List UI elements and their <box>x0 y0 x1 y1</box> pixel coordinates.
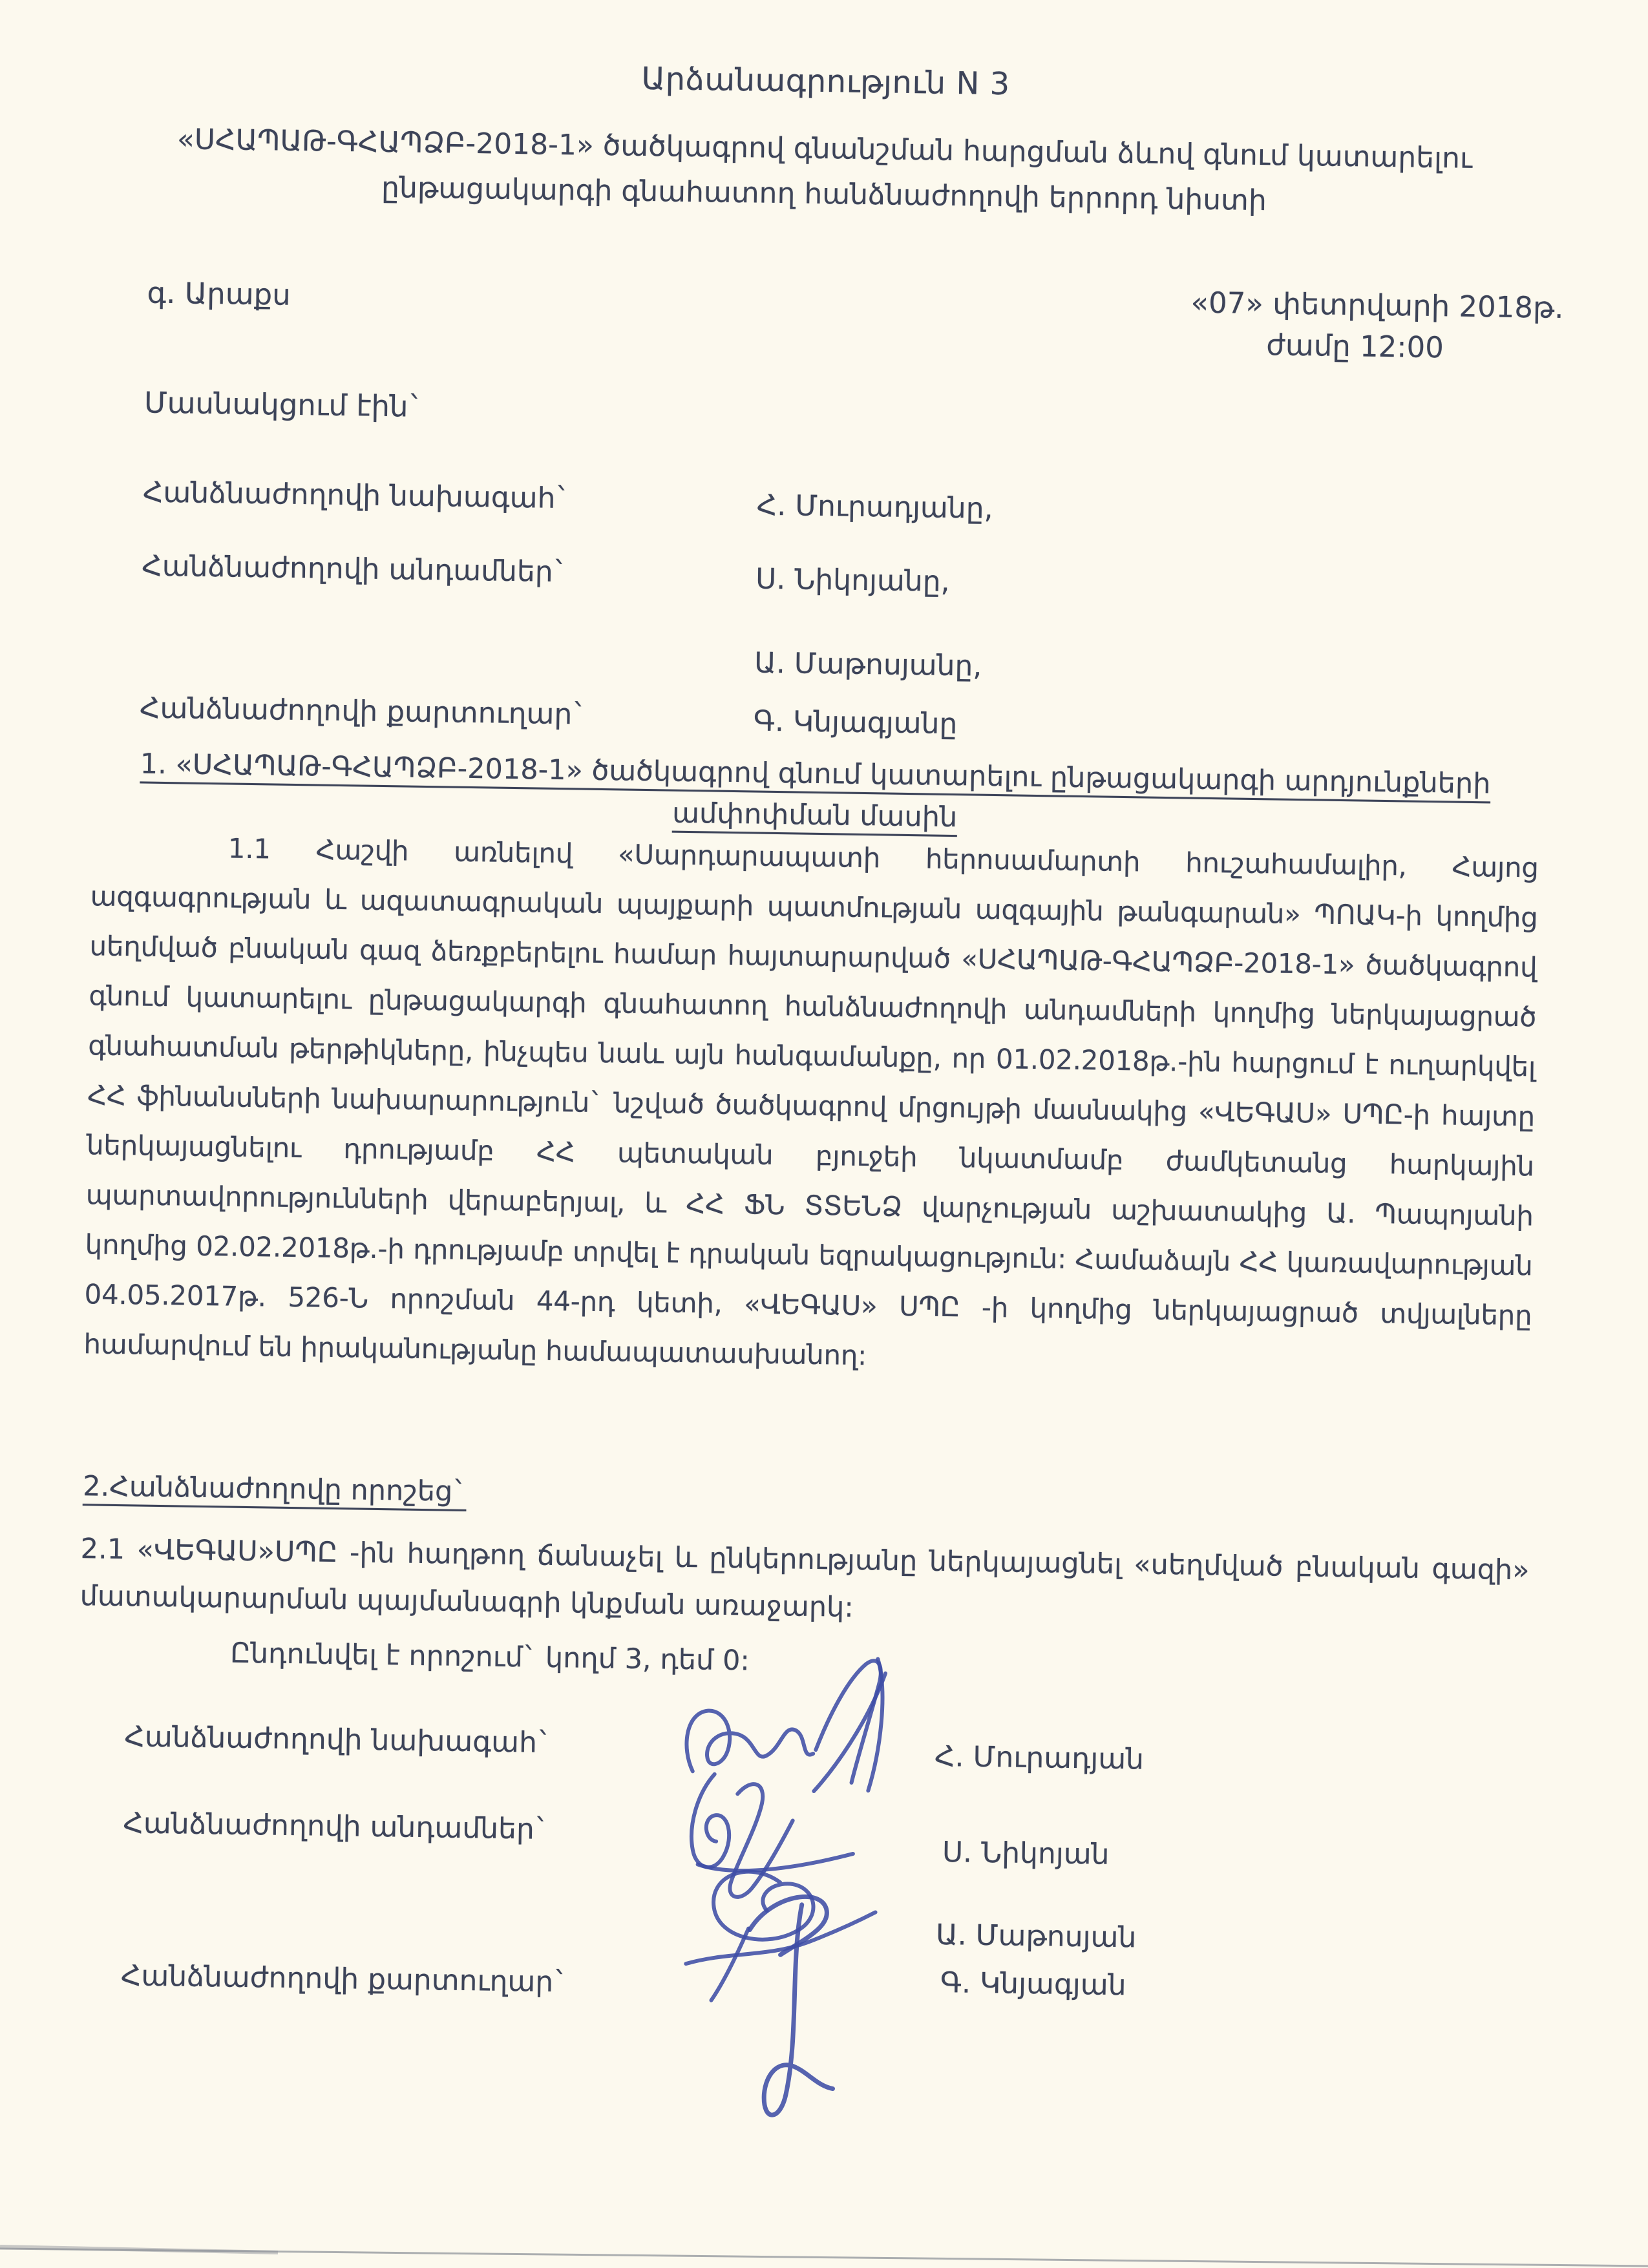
signature-name-muradyan: Հ. Մուրադյան <box>934 1739 1145 1776</box>
participant-row <box>143 476 1371 527</box>
document-title: Արձանագրություն N 3 <box>641 60 1011 103</box>
signature-name-nikoyan: Ս. Նիկոյան <box>942 1835 1110 1871</box>
section1-heading-line2: ամփոփման մասին <box>671 797 958 834</box>
participant-row <box>142 549 1370 600</box>
vote-result-line: Ընդունվել է որոշում` կողմ 3, դեմ 0: <box>230 1637 750 1677</box>
attendance-label: Մասնակցում էին` <box>143 385 423 424</box>
handwritten-signature-knyagyan <box>690 1884 914 2132</box>
signature-role-secretary: Հանձնաժողովի քարտուղար` <box>120 1959 568 1999</box>
signature-name-knyagyan: Գ. Կնյագյան <box>940 1966 1126 2002</box>
signature-role-members: Հանձնաժողովի անդամներ` <box>123 1807 549 1846</box>
location-text: գ. Արաքս <box>147 275 291 312</box>
section1-paragraph: 1.1 Հաշվի առնելով «Սարդարապատի հերոսամարտի հուշահամալիր, Հայոց ազգագրության և ազատագրական պայքարի պատմության ազգային թանգարան» ՊՈԱԿ-ի կողմից սեղմված բնական գազ ձեռքբերելու համար հայտարարված «ՍՀԱՊԱԹ-ԳՀԱՊՁԲ-2018-1» ծածկագրով գնում կատարելու ընթացակարգի գնահատող հանձնաժողովի անդամների կողմից ներկայացրած գնահատման թերթիկները, ինչպես նաև այն հանգամանքը, որ 01.02.2018թ.-ին հարցում է ուղարկվել ՀՀ ֆինանսների նախարարություն` նշված ծածկագրով մրցույթի մասնակից «ՎԵԳԱՍ» ՍՊԸ-ի հայտը ներկայացնելու դրությամբ ՀՀ պետական բյուջեի նկատմամբ ժամկետանց հարկային պարտավորությունների վերաբերյալ, և ՀՀ ՖՆ ՏՏԵՆՁ վարչության աշխատակից Ա. Պապոյանի կողմից 02.02.2018թ.-ի դրությամբ տրվել է դրական եզրակացություն: Համաձայն ՀՀ կառավարության 04.05.2017թ. 526-Ն որոշման 44-րդ կետի, «ՎԵԳԱՍ» ՍՊԸ -ի կողմից ներկայացրած տվյալները համարվում են իրականությանը համապատասխանող: <box>83 832 1539 1372</box>
section1-heading-line1: 1. «ՍՀԱՊԱԹ-ԳՀԱՊՁԲ-2018-1» ծածկագրով գնում կատարելու ընթացակարգի արդյունքների <box>140 748 1491 801</box>
subtitle-line-2: ընթացակարգի գնահատող հանձնաժողովի երրորդ նիստի <box>381 171 1267 218</box>
signature-role-chairman: Հանձնաժողովի նախագահ` <box>124 1720 552 1759</box>
subtitle-line-1: «ՍՀԱՊԱԹ-ԳՀԱՊՁԲ-2018-1» ծածկագրով գնանշման հարցման ձևով գնում կատարելու <box>176 123 1473 175</box>
section2-heading <box>83 1470 467 1508</box>
scan-artifact-line <box>0 2178 1648 2268</box>
participant-name: Հ. Մուրադյանը, <box>756 488 993 525</box>
participant-name: Ս. Նիկոյանը, <box>755 562 950 598</box>
section2-heading-text: 2.Հանձնաժողովը որոշեց` <box>82 1470 467 1509</box>
document-subtitle <box>0 114 1648 229</box>
participant-row <box>141 633 1369 683</box>
signature-name-matosyan: Ա. Մաթոսյան <box>935 1918 1137 1955</box>
participant-role: Հանձնաժողովի անդամներ` <box>141 549 568 589</box>
date-time-block <box>1190 282 1564 370</box>
time-text: ժամը 12:00 <box>1265 328 1444 365</box>
participant-row <box>140 691 1368 742</box>
participant-role: Հանձնաժողովի քարտուղար` <box>139 691 587 731</box>
participant-name: Գ. Կնյագյանը <box>753 704 958 741</box>
section2-paragraph: 2.1 «ՎԵԳԱՍ»ՍՊԸ -ին հաղթող ճանաչել և ընկերությանը ներկայացնել «սեղմված բնական գազի» մատակարարման պայմանագրի կնքման առաջարկ: <box>79 1533 1530 1624</box>
participant-role: Հանձնաժողովի նախագահ` <box>142 476 570 516</box>
participant-name: Ա. Մաթոսյանը, <box>754 646 982 683</box>
date-text: «07» փետրվարի 2018թ. <box>1190 285 1564 325</box>
